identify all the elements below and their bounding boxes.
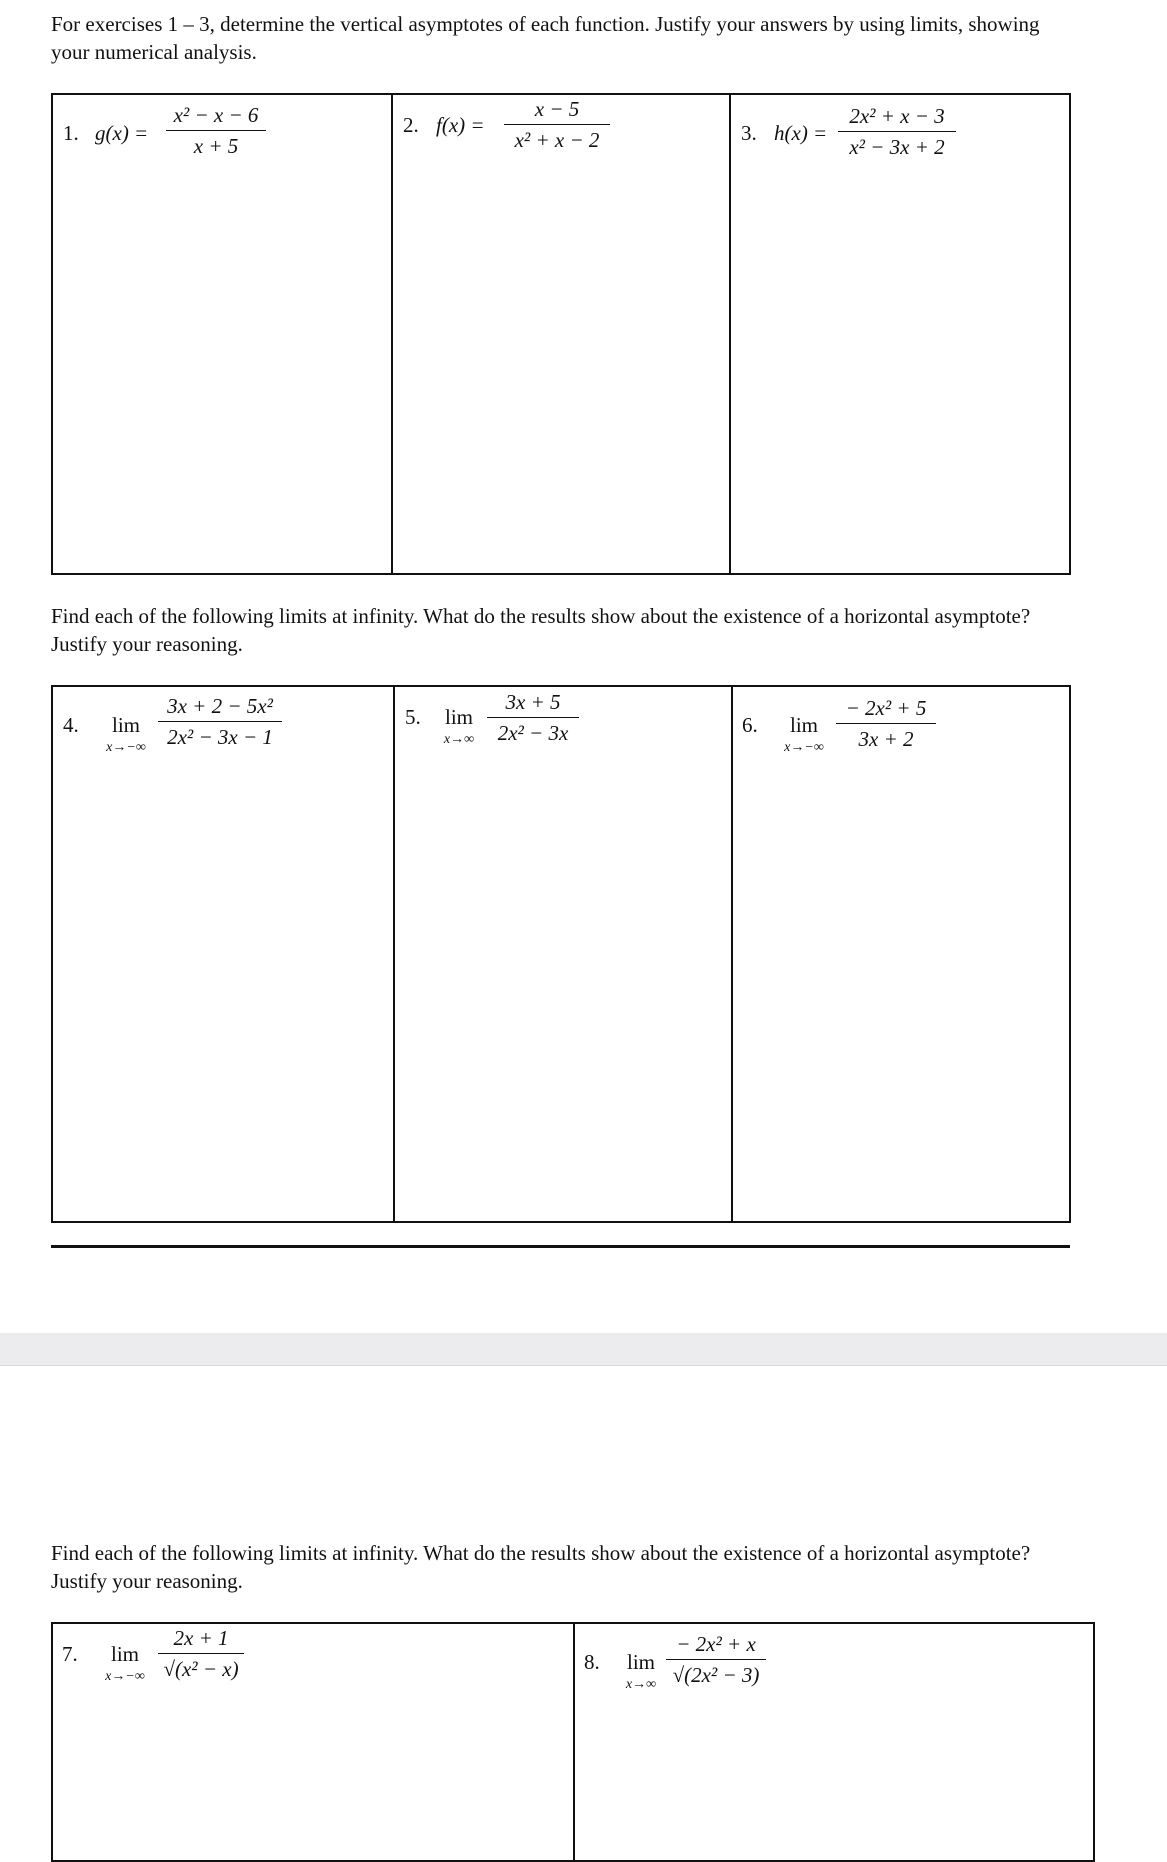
function-label: h(x) =	[774, 121, 828, 145]
limit-operator	[616, 1650, 666, 1693]
lim-word: lim	[444, 705, 473, 729]
denominator: x² − 3x + 2	[849, 135, 945, 159]
problem-box-5[interactable]	[393, 685, 733, 1223]
lim-subscript: x→−∞	[105, 1669, 145, 1684]
section-divider	[51, 1245, 1070, 1248]
lim-subscript: x→∞	[625, 1677, 657, 1692]
numerator: − 2x² + x	[666, 1632, 766, 1660]
fraction	[158, 694, 282, 750]
denominator: 3x + 2	[858, 727, 914, 751]
function-label: f(x) =	[436, 113, 485, 137]
fraction	[838, 104, 956, 160]
limit-operator	[96, 713, 156, 756]
fraction	[487, 690, 579, 746]
problem-box-3[interactable]	[729, 93, 1071, 575]
limit-operator	[774, 713, 834, 756]
denominator: 2x² − 3x	[497, 721, 569, 745]
limit-operator	[95, 1642, 155, 1685]
problem-box-2[interactable]	[391, 93, 731, 575]
fraction	[836, 696, 936, 752]
denominator: 2x² − 3x − 1	[167, 725, 273, 749]
lim-subscript: x→−∞	[106, 740, 146, 755]
denominator: x² + x − 2	[514, 128, 600, 152]
numerator: 2x + 1	[158, 1626, 244, 1654]
lim-word: lim	[110, 1642, 139, 1666]
fraction	[166, 103, 266, 159]
numerator: 3x + 2 − 5x²	[158, 694, 282, 722]
lim-subscript: x→∞	[443, 732, 475, 747]
problem-number: 2.	[403, 113, 419, 137]
fraction	[158, 1626, 244, 1682]
numerator: x − 5	[504, 97, 610, 125]
problem-number: 3.	[741, 121, 757, 145]
lim-word: lim	[789, 713, 818, 737]
problem-box-1[interactable]	[51, 93, 393, 575]
problem-box-4[interactable]	[51, 685, 395, 1223]
lim-subscript: x→−∞	[784, 740, 824, 755]
problem-number: 5.	[405, 705, 421, 729]
denominator: √(x² − x)	[163, 1657, 239, 1681]
function-label: g(x) =	[95, 121, 149, 145]
lim-word: lim	[111, 713, 140, 737]
section2-instructions: Find each of the following limits at infinity. What do the results show about the existence of a horizontal asymptote? Justify your reasoning.	[51, 604, 1031, 656]
fraction	[504, 97, 610, 153]
numerator: x² − x − 6	[166, 103, 266, 131]
problem-number: 7.	[62, 1642, 78, 1666]
problem-box-6[interactable]	[731, 685, 1071, 1223]
problem-number: 8.	[584, 1650, 600, 1674]
problem-number: 1.	[63, 121, 79, 145]
section3-instructions: Find each of the following limits at infinity. What do the results show about the existence of a horizontal asymptote? Justify your reasoning.	[51, 1541, 1031, 1593]
page-gap	[0, 1333, 1167, 1366]
limit-operator	[434, 705, 484, 748]
problem-number: 6.	[742, 713, 758, 737]
denominator: x + 5	[193, 134, 239, 158]
numerator: 3x + 5	[487, 690, 579, 718]
numerator: − 2x² + 5	[836, 696, 936, 724]
numerator: 2x² + x − 3	[838, 104, 956, 132]
lim-word: lim	[626, 1650, 655, 1674]
section1-instructions: For exercises 1 – 3, determine the vertical asymptotes of each function. Justify your answers by using limits, showing your numerical analysis.	[51, 12, 1040, 64]
fraction	[666, 1632, 766, 1688]
denominator: √(2x² − 3)	[672, 1663, 760, 1687]
problem-number: 4.	[63, 713, 79, 737]
